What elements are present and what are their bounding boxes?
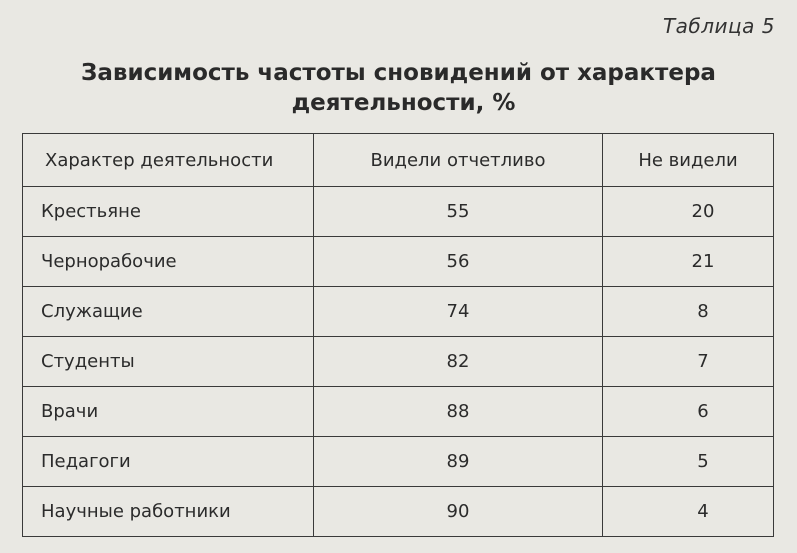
cell-did-not-see: 5 xyxy=(603,437,774,487)
table-row xyxy=(23,187,774,237)
table-row xyxy=(23,237,774,287)
data-table xyxy=(22,133,774,537)
table-row xyxy=(23,387,774,437)
cell-did-not-see: 21 xyxy=(603,237,774,287)
cell-activity: Чернорабочие xyxy=(23,237,314,287)
table-row xyxy=(23,287,774,337)
table-row xyxy=(23,487,774,537)
cell-activity: Крестьяне xyxy=(23,187,314,237)
cell-saw-clearly: 89 xyxy=(314,437,603,487)
cell-did-not-see: 8 xyxy=(603,287,774,337)
cell-saw-clearly: 82 xyxy=(314,337,603,387)
header-saw-clearly: Видели отчетливо xyxy=(314,134,603,187)
table-title-line-1: Зависимость частоты сновидений от характера xyxy=(81,60,716,86)
table-header-row xyxy=(23,134,774,187)
table-row xyxy=(23,437,774,487)
table-row xyxy=(23,337,774,387)
cell-saw-clearly: 74 xyxy=(314,287,603,337)
cell-did-not-see: 4 xyxy=(603,487,774,537)
cell-saw-clearly: 90 xyxy=(314,487,603,537)
table-title-line-2: деятельности, % xyxy=(291,90,516,116)
cell-saw-clearly: 56 xyxy=(314,237,603,287)
cell-activity: Научные работники xyxy=(23,487,314,537)
table-title xyxy=(0,58,797,118)
table-caption: Таблица 5 xyxy=(662,14,775,38)
header-activity: Характер деятельности xyxy=(23,134,314,187)
cell-saw-clearly: 55 xyxy=(314,187,603,237)
cell-activity: Студенты xyxy=(23,337,314,387)
cell-did-not-see: 7 xyxy=(603,337,774,387)
cell-did-not-see: 20 xyxy=(603,187,774,237)
header-did-not-see: Не видели xyxy=(603,134,774,187)
cell-activity: Служащие xyxy=(23,287,314,337)
cell-activity: Педагоги xyxy=(23,437,314,487)
cell-saw-clearly: 88 xyxy=(314,387,603,437)
cell-did-not-see: 6 xyxy=(603,387,774,437)
cell-activity: Врачи xyxy=(23,387,314,437)
